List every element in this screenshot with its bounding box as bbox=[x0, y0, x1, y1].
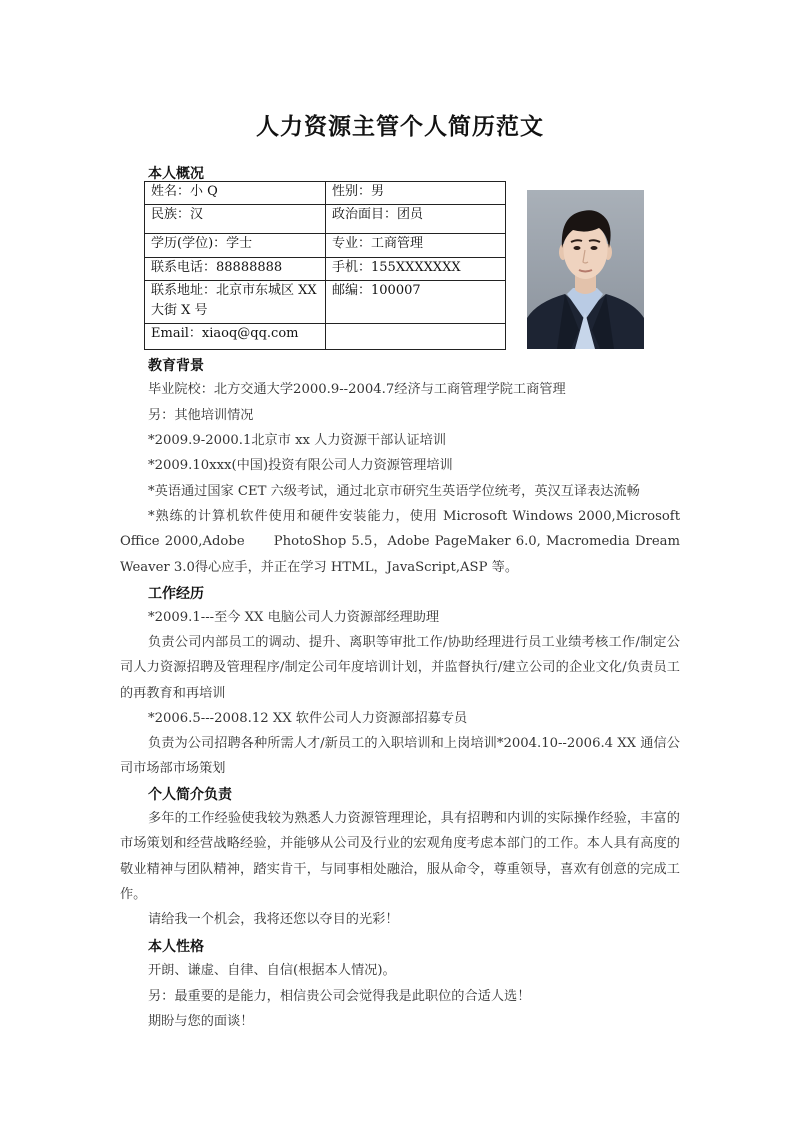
education-training-2: *2009.10xxx(中国)投资有限公司人力资源管理培训 bbox=[148, 458, 453, 473]
education-computer-skills: *熟练的计算机软件使用和硬件安装能力，使用 Microsoft Windows 2000,Microsoft Office 2000,Adobe PhotoShop 5.5，Adobe PageMaker 6.0, Macromedia Dream Weaver 3.0得心应手，并正在学习 HTML，JavaScript,ASP 等。 bbox=[120, 509, 680, 575]
section-heading-education: 教育背景 bbox=[148, 358, 204, 374]
section-heading-overview: 本人概况 bbox=[148, 166, 204, 182]
info-politics: 政治面目：团员 bbox=[326, 205, 506, 234]
info-table bbox=[144, 181, 506, 350]
education-english: *英语通过国家 CET 六级考试，通过北京市研究生英语学位统考，英汉互译表达流畅 bbox=[148, 484, 640, 499]
work-item-2-title: *2006.5---2008.12 XX 软件公司人力资源部招募专员 bbox=[148, 711, 468, 726]
info-postcode: 邮编：100007 bbox=[326, 281, 506, 324]
section-heading-work: 工作经历 bbox=[148, 586, 204, 602]
info-empty-cell bbox=[326, 324, 506, 350]
profile-photo bbox=[527, 190, 644, 349]
info-address: 联系地址：北京市东城区 XX 大街 X 号 bbox=[145, 281, 326, 324]
info-major: 专业：工商管理 bbox=[326, 234, 506, 258]
info-degree: 学历(学位)：学士 bbox=[145, 234, 326, 258]
personality-traits: 开朗、谦虚、自律、自信(根据本人情况)。 bbox=[148, 963, 396, 978]
info-ethnicity: 民族：汉 bbox=[145, 205, 326, 234]
page-title: 人力资源主管个人简历范文 bbox=[256, 114, 544, 140]
info-email: Email：xiaoq@qq.com bbox=[145, 324, 326, 350]
personality-closing: 期盼与您的面谈！ bbox=[148, 1014, 254, 1029]
info-mobile: 手机：155XXXXXXX bbox=[326, 258, 506, 281]
section-heading-personality: 本人性格 bbox=[148, 939, 204, 955]
work-item-2-desc: 负责为公司招聘各种所需人才/新员工的入职培训和上岗培训*2004.10--2006.4 XX 通信公司市场部市场策划 bbox=[120, 736, 680, 777]
work-item-1-title: *2009.1---至今 XX 电脑公司人力资源部经理助理 bbox=[148, 610, 440, 625]
portrait-illustration bbox=[527, 190, 644, 349]
section-heading-summary: 个人简介负责 bbox=[148, 787, 232, 803]
education-school: 毕业院校：北方交通大学2000.9--2004.7经济与工商管理学院工商管理 bbox=[148, 382, 566, 397]
summary-text: 多年的工作经验使我较为熟悉人力资源管理理论，具有招聘和内训的实际操作经验，丰富的市场策划和经营战略经验，并能够从公司及行业的宏观角度考虑本部门的工作。本人具有高度的敬业精神与团队精神，踏实肯干，与同事相处融洽，服从命令，尊重领导，喜欢有创意的完成工作。 bbox=[120, 811, 680, 902]
work-item-1-desc: 负责公司内部员工的调动、提升、离职等审批工作/协助经理进行员工业绩考核工作/制定公司人力资源招聘及管理程序/制定公司年度培训计划，并监督执行/建立公司的企业文化/负责员工的再教育和再培训 bbox=[120, 635, 680, 701]
education-training-1: *2009.9-2000.1北京市 xx 人力资源干部认证培训 bbox=[148, 433, 447, 448]
personality-note: 另：最重要的是能力，相信贵公司会觉得我是此职位的合适人选！ bbox=[148, 989, 531, 1004]
info-gender: 性别：男 bbox=[326, 182, 506, 205]
education-training-title: 另：其他培训情况 bbox=[148, 408, 254, 423]
summary-closing: 请给我一个机会，我将还您以夺目的光彩！ bbox=[148, 912, 399, 927]
info-name: 姓名：小 Q bbox=[145, 182, 326, 205]
info-phone: 联系电话：88888888 bbox=[145, 258, 326, 281]
